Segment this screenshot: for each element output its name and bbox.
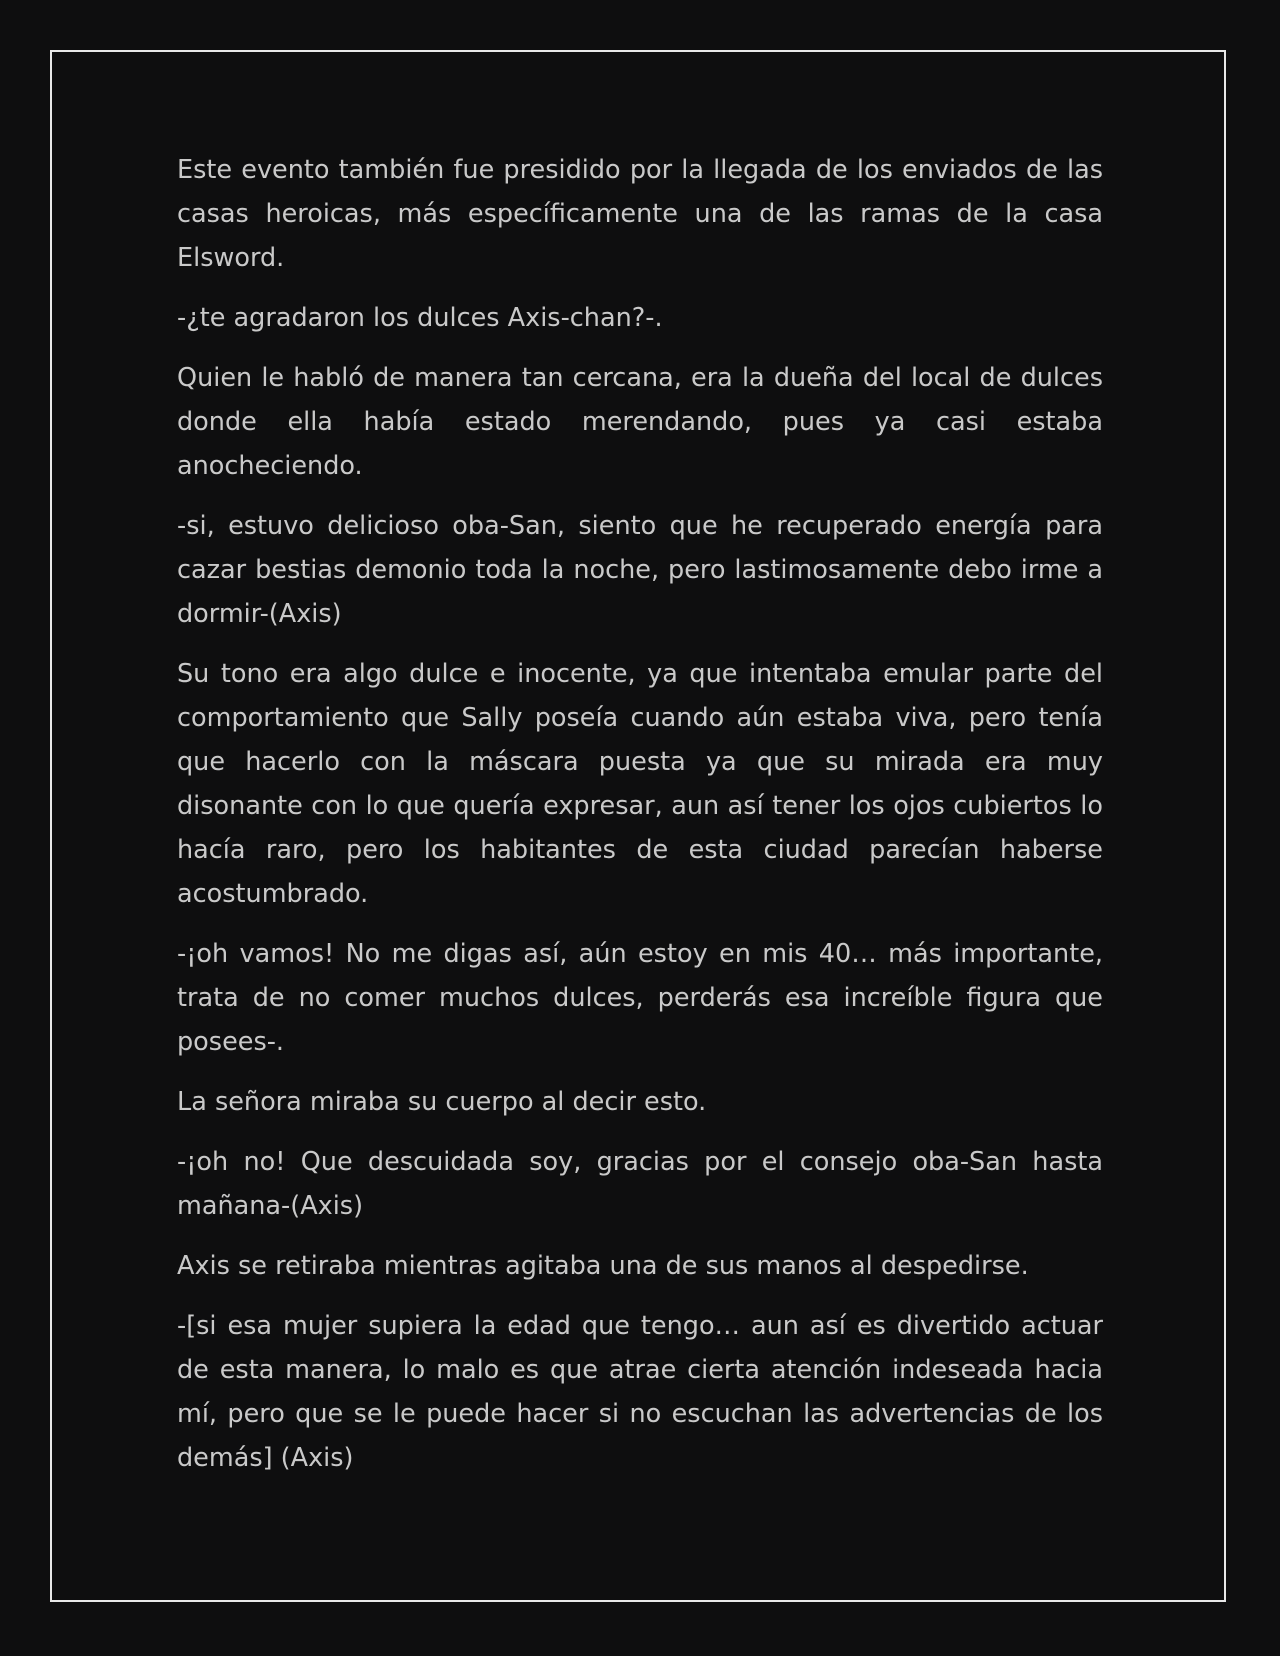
- paragraph-7: La señora miraba su cuerpo al decir esto.: [177, 1087, 707, 1117]
- paragraph-3: Quien le habló de manera tan cercana, era la dueña del local de dulces donde ella había estado merendando, pues ya casi estaba anocheciendo.: [177, 363, 1103, 481]
- paragraph-10: -[si esa mujer supiera la edad que tengo… aun así es divertido actuar de esta manera, lo malo es que atrae cierta atención indeseada hacia mí, pero que se le puede hacer si no escuchan las advertencias de los demás] (Axis): [177, 1311, 1103, 1473]
- paragraph-4: -si, estuvo delicioso oba-San, siento que he recuperado energía para cazar bestias demonio toda la noche, pero lastimosamente debo irme a dormir-(Axis): [177, 511, 1103, 629]
- paragraph-2: -¿te agradaron los dulces Axis-chan?-.: [177, 303, 663, 333]
- paragraph-6: -¡oh vamos! No me digas así, aún estoy en mis 40… más importante, trata de no comer muchos dulces, perderás esa increíble figura que posees-.: [177, 939, 1103, 1057]
- paragraph-1: Este evento también fue presidido por la llegada de los enviados de las casas heroicas, más específicamente una de las ramas de la casa Elsword.: [177, 155, 1103, 273]
- paragraph-9: Axis se retiraba mientras agitaba una de sus manos al despedirse.: [177, 1251, 1029, 1281]
- paragraph-5: Su tono era algo dulce e inocente, ya que intentaba emular parte del comportamiento que Sally poseía cuando aún estaba viva, pero tenía que hacerlo con la máscara puesta ya que su mirada era muy disonante con lo que quería expresar, aun así tener los ojos cubiertos lo hacía raro, pero los habitantes de esta ciudad parecían haberse acostumbrado.: [177, 659, 1103, 909]
- paragraph-8: -¡oh no! Que descuidada soy, gracias por el consejo oba-San hasta mañana-(Axis): [177, 1147, 1103, 1221]
- document-text-body: [177, 148, 1103, 1496]
